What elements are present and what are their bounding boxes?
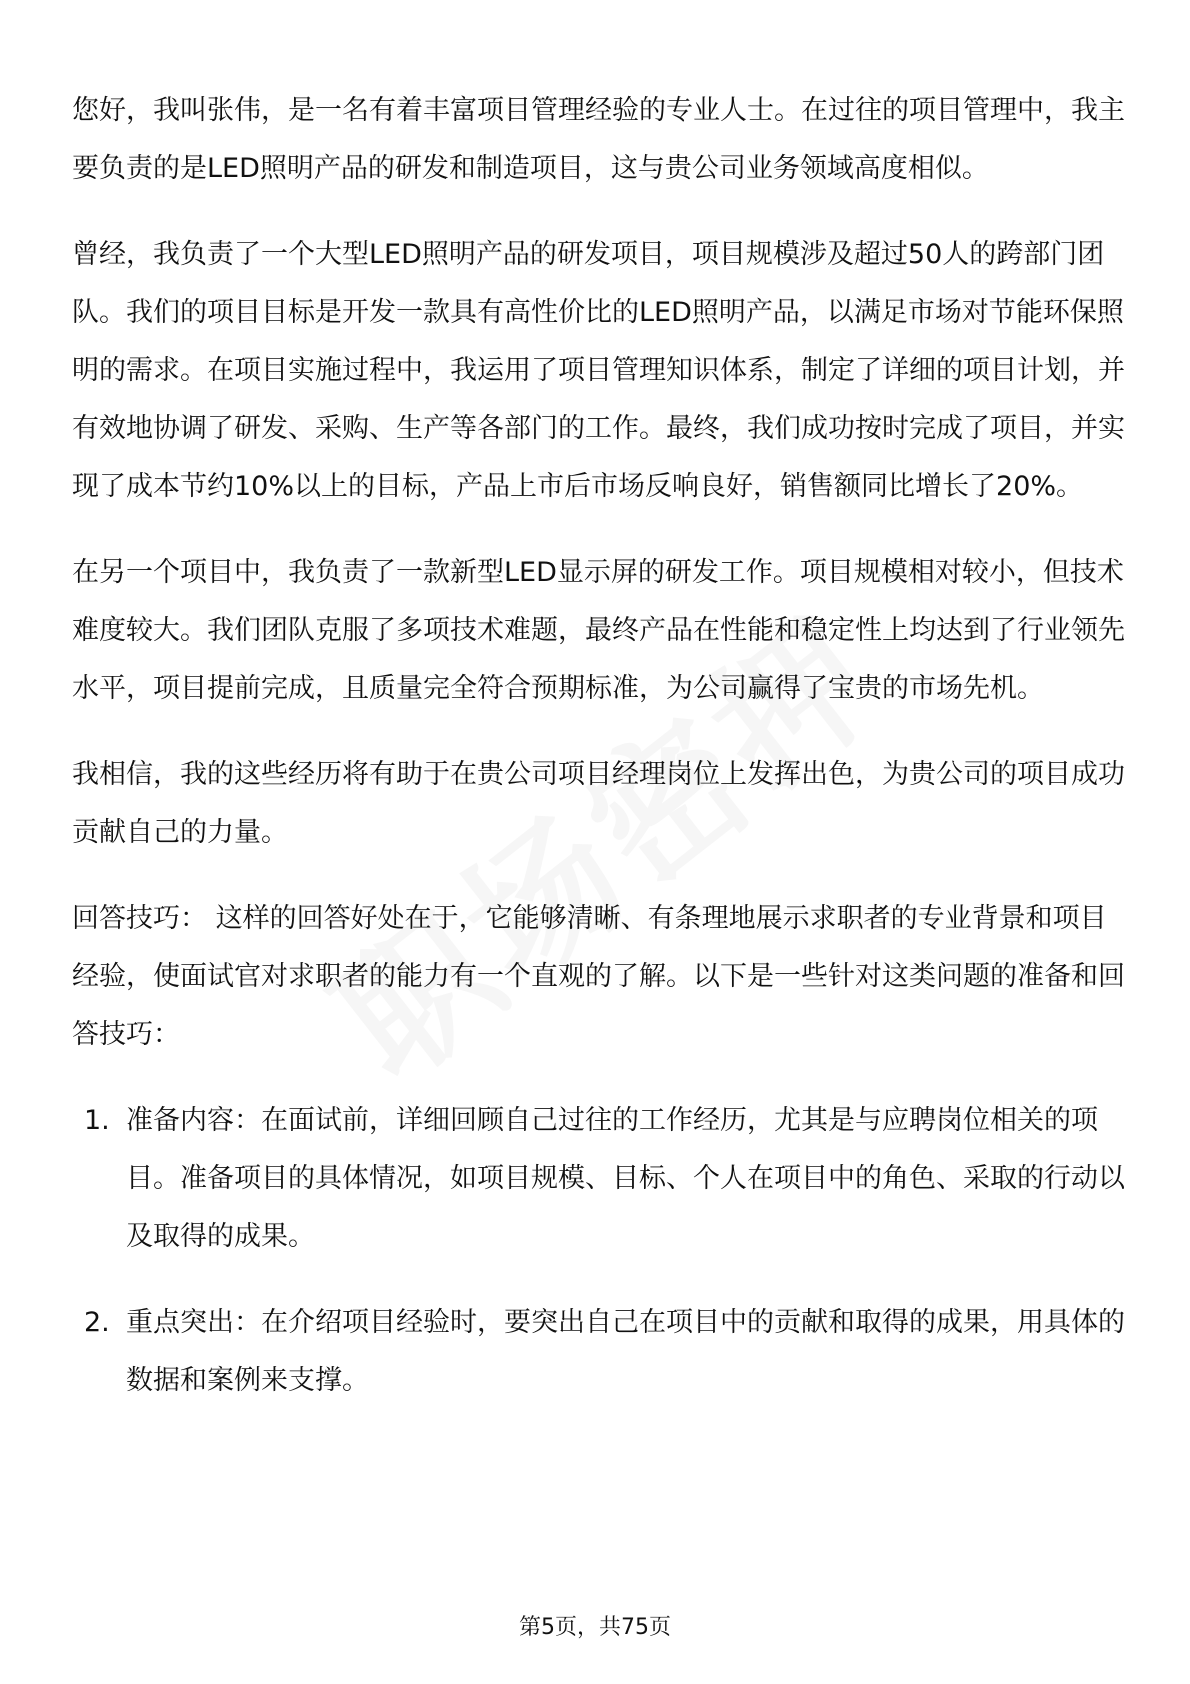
paragraph-project-one: 曾经，我负责了一个大型LED照明产品的研发项目，项目规模涉及超过50人的跨部门团队。我们的项目目标是开发一款具有高性价比的LED照明产品，以满足市场对节能环保照明的需求。在项目实施过程中，我运用了项目管理知识体系，制定了详细的项目计划，并有效地协调了研发、采购、生产等各部门的工作。最终，我们成功按时完成了项目，并实现了成本节约10%以上的目标，产品上市后市场反响良好，销售额同比增长了20%。	[72, 239, 1125, 502]
list-item	[72, 1092, 1132, 1266]
list-number: 1.	[84, 1105, 110, 1136]
paragraph-tips: 回答技巧： 这样的回答好处在于，它能够清晰、有条理地展示求职者的专业背景和项目经验，使面试官对求职者的能力有一个直观的了解。以下是一些针对这类问题的准备和回答技巧：	[72, 903, 1125, 1050]
page-footer: 第5页，共75页	[519, 1615, 671, 1640]
list-number: 2.	[84, 1307, 110, 1338]
paragraph-conclusion: 我相信，我的这些经历将有助于在贵公司项目经理岗位上发挥出色，为贵公司的项目成功贡献自己的力量。	[72, 759, 1125, 848]
paragraph-intro: 您好，我叫张伟，是一名有着丰富项目管理经验的专业人士。在过往的项目管理中，我主要负责的是LED照明产品的研发和制造项目，这与贵公司业务领域高度相似。	[72, 95, 1125, 184]
list-text: 重点突出：在介绍项目经验时，要突出自己在项目中的贡献和取得的成果，用具体的数据和案例来支撑。	[126, 1307, 1125, 1396]
list-item	[72, 1294, 1132, 1410]
paragraph-project-two: 在另一个项目中，我负责了一款新型LED显示屏的研发工作。项目规模相对较小，但技术难度较大。我们团队克服了多项技术难题，最终产品在性能和稳定性上均达到了行业领先水平，项目提前完成，且质量完全符合预期标准，为公司赢得了宝贵的市场先机。	[72, 557, 1125, 704]
list-text: 准备内容：在面试前，详细回顾自己过往的工作经历，尤其是与应聘岗位相关的项目。准备项目的具体情况，如项目规模、目标、个人在项目中的角色、采取的行动以及取得的成果。	[126, 1105, 1125, 1252]
tips-list	[72, 1092, 1132, 1410]
document-body	[72, 82, 1132, 1438]
